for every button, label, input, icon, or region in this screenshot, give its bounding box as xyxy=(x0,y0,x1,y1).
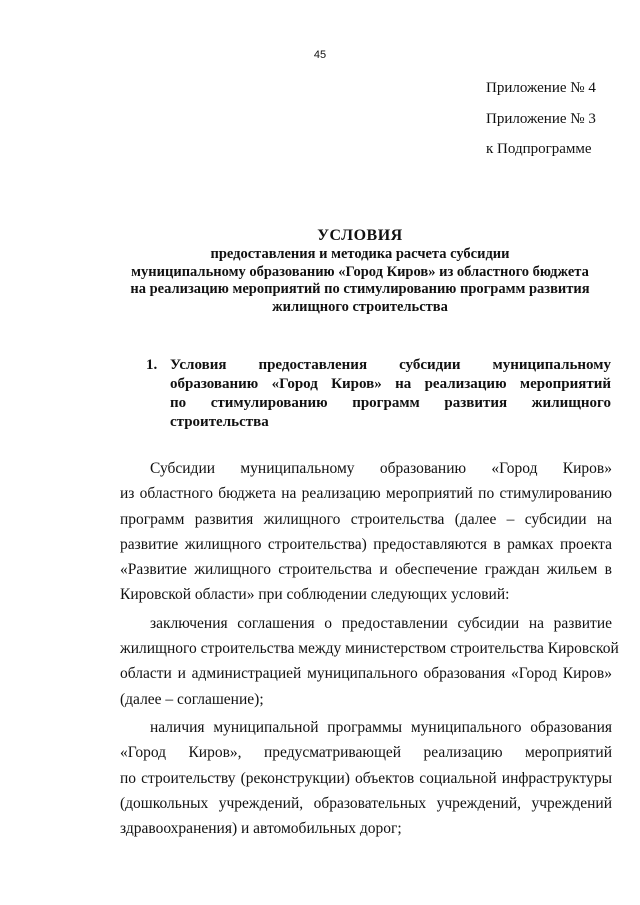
paragraph-line: развитие жилищного строительства) предоставляются в рамках проекта xyxy=(120,535,612,553)
section-title-line-3: по стимулированию программ развития жилищного xyxy=(170,395,611,411)
title-line-3: на реализацию мероприятий по стимулированию программ развития xyxy=(130,281,590,297)
paragraph-line: из областного бюджета на реализацию мероприятий по стимулированию xyxy=(120,485,612,503)
paragraph-line: «Развитие жилищного строительства и обеспечение граждан жильем в xyxy=(120,561,612,579)
section-title-line-2: образованию «Город Киров» на реализацию мероприятий xyxy=(170,376,611,392)
section-title-line-4: строительства xyxy=(170,414,269,430)
paragraph-line: по строительству (реконструкции) объектов социальной инфраструктуры xyxy=(120,769,612,787)
paragraph-subsidies xyxy=(120,456,612,608)
appendix-label-3: Приложение № 3 xyxy=(486,111,596,127)
title-line-2: муниципальному образованию «Город Киров» из областного бюджета xyxy=(131,263,589,280)
paragraph-line: Кировской области» при соблюдении следующих условий: xyxy=(120,586,510,604)
paragraph-line: программ развития жилищного строительства (далее – субсидии на xyxy=(120,510,612,528)
paragraph-program xyxy=(120,715,612,841)
paragraph-line: Субсидии муниципальному образованию «Город Киров» xyxy=(150,460,612,477)
section-number: 1. xyxy=(146,357,158,373)
title-heading: УСЛОВИЯ xyxy=(317,227,403,244)
section-title xyxy=(170,356,611,432)
appendix-label-4: Приложение № 4 xyxy=(486,80,596,96)
paragraph-line: «Город Киров», предусматривающей реализацию мероприятий xyxy=(120,744,612,762)
body-text xyxy=(120,456,619,841)
document-title xyxy=(110,226,610,316)
paragraph-line: заключения соглашения о предоставлении субсидии на развитие xyxy=(150,614,612,632)
title-line-1: предоставления и методика расчета субсидии xyxy=(210,246,510,262)
paragraph-line: наличия муниципальной программы муниципального образования xyxy=(150,718,612,736)
paragraph-line: (дошкольных учреждений, образовательных учреждений, учреждений xyxy=(120,794,612,812)
paragraph-line: здравоохранения) и автомобильных дорог; xyxy=(120,820,402,838)
section-title-line-1: Условия предоставления субсидии муниципальному xyxy=(170,357,611,373)
paragraph-line: (далее – соглашение); xyxy=(120,690,264,708)
paragraph-line: области и администрацией муниципального образования «Город Киров» xyxy=(120,665,612,683)
paragraph-line: жилищного строительства между министерством строительства Кировской xyxy=(120,640,619,658)
title-line-4: жилищного строительства xyxy=(272,298,448,315)
page-number: 45 xyxy=(313,49,327,61)
paragraph-agreement xyxy=(120,611,619,712)
appendix-reference: к Подпрограмме xyxy=(486,141,592,157)
section-1-heading xyxy=(146,356,611,432)
